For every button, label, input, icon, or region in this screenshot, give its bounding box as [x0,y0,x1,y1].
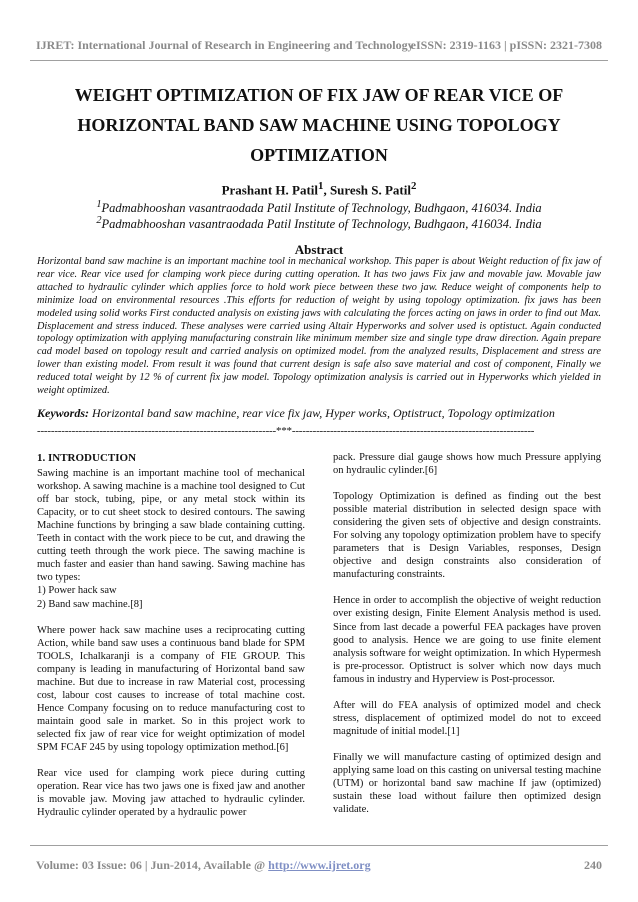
keywords [37,406,601,421]
journal-header [36,38,602,52]
right-column [333,451,601,829]
affiliation [40,215,598,232]
journal-url-link[interactable]: http://www.ijret.org [268,858,371,872]
paragraph: Finally we will manufacture casting of optimized design and applying same load on this casting on universal testing machine (UTM) or horizontal band saw machine If jaw (optimized) sustain these load without failure then optimized design validate. [333,751,601,816]
keywords-text: Horizontal band saw machine, rear vice fix jaw, Hyper works, Optistruct, Topology optimization [89,406,555,420]
page-number: 240 [584,858,602,872]
title-line: WEIGHT OPTIMIZATION OF FIX JAW OF REAR VICE OF [74,85,564,105]
paragraph: Sawing machine is an important machine tool of mechanical workshop. A sawing machine is a machine tool designed to Cut off bar stock, tubing, pipe, or any metal stock within its Capacity, or to cut sheet stock to desired contours. The sawing Machine functions by bringing a saw blade containing cutting. Teeth in contact with the work piece to be cut, and drawing the cutting teeth through the work piece. The sawing machine is much faster and easier than hand sawing. Sawing machine has two types: [37,468,305,584]
journal-name: IJRET: International Journal of Research in Engineering and Technology [36,38,414,52]
title-line: OPTIMIZATION [250,145,388,165]
author-sup: 2 [410,180,417,192]
affiliation-text: Padmabhooshan vasantraodada Patil Institute of Technology, Budhgaon, 416034. India [101,217,542,232]
journal-issn: eISSN: 2319-1163 | pISSN: 2321-7308 [410,38,602,52]
title-line: HORIZONTAL BAND SAW MACHINE USING TOPOLOGY [77,115,561,135]
affiliation-text: Padmabhooshan vasantraodada Patil Institute of Technology, Budhgaon, 416034. India [101,201,542,216]
authors [40,180,598,198]
list-item: 2) Band saw machine.[8] [37,598,143,610]
keywords-label: Keywords: [37,406,89,420]
list-item: 1) Power hack saw [37,585,117,597]
paragraph: After will do FEA analysis of optimized model and check stress, displacement of optimized model do not to exceed magnitude of initial model.[1] [333,699,601,737]
abstract-heading: Abstract [294,242,344,257]
affiliation-sup: 2 [96,215,102,226]
paragraph: pack. Pressure dial gauge shows how much Pressure applying on hydraulic cylinder.[6] [333,452,601,477]
paragraph: Rear vice used for clamping work piece during cutting operation. Rear vice has two jaws one is fixed jaw and another is movable jaw. Moving jaw attached to hydraulic cylinder. Hydraulic cylinder operated by a hydraulic power [37,768,305,819]
author-name: Suresh S. Patil [329,182,411,198]
paragraph: Hence in order to accomplish the objective of weight reduction over existing design, Finite Element Analysis method is used. Since from last decade a powerful FEA packages have proven good to analysis. Hence we are going to use finite element analysis software for weight optimization. In which Hypermesh is pre-processor. Optistruct is solver which now days much famous in industry and Hyperview is Post-processor. [333,595,601,685]
author-separator: , [323,182,330,198]
paragraph: Topology Optimization is defined as finding out the best possible material distribution in selected design space with considering the given sets of objective and design constraints. For solving any topology optimization problem have to specify parameters that is Design Variables, responses, Design objective and design constraints also consideration of manufacturing constraints. [333,491,601,581]
affiliation [40,199,598,216]
abstract-text: Horizontal band saw machine is an important machine tool in mechanical workshop. This paper is about Weight reduction of fix jaw of rear vice. Rear vice used for clamping work piece during cutting operation. It has two jaws Fix jaw and movable jaw. Movable jaw attached to hydraulic cylinder which applies force to hold work piece between these two jaw. Reduce weight of components help to minimize load on environmental resources .This efforts for reduction of weight by using topology optimization. fix jaws has been modeled using solid works First conducted analysis on existing jaws with calculating the forces acting on jaws in order to find out Max. Displacement and stress induced. These analyses were carried using Altair Hyperworks and solver used is optistuct. Again conducted topology optimization with applying manufacturing constrain like minimum member size and single type draw direction. Again prepare cad model based on topology result and carried analysis on optimized model. from the analyzed results, Displacement and stress are lower than existing model. From result it was found that current design is safe also save material and cost of component, Finally we reduced total weight by 12 % of current fix jaw model. Topology optimization analysis is carried out in Hyperworks which yielded in weight optimized. [37,256,601,397]
author-name: Prashant H. Patil [221,182,319,198]
section-title: 1. INTRODUCTION [37,452,137,464]
paragraph: Where power hack saw machine uses a reciprocating cutting Action, while band saw uses a continuous band blade for SPM TOOLS, Ichalkaranji is a company of FIE GROUP. This company is leading in manufacturing of Horizontal band saw machine. But due to increase in raw Material cost, processing cost, labour cost causes to increase of total machine cost. Hence Company focusing on to reduce manufacturing cost to maintain good sale in market. So in this project work to selected fix jaw of rear vice for weight optimization of model SPM FCAF 245 by using topology optimization method.[6] [37,624,305,753]
header-rule [30,60,608,61]
footer-volume [36,858,371,873]
section-separator: ---------------------------------------------------------------------***---------------------------------------------------------------------- [37,425,535,437]
author-sup: 1 [318,180,324,192]
affiliation-sup: 1 [96,199,102,210]
footer-rule [30,845,608,846]
footer-volume-text: Volume: 03 Issue: 06 | Jun-2014, Available @ [36,858,269,872]
left-column [37,452,305,832]
paper-title [40,80,598,170]
